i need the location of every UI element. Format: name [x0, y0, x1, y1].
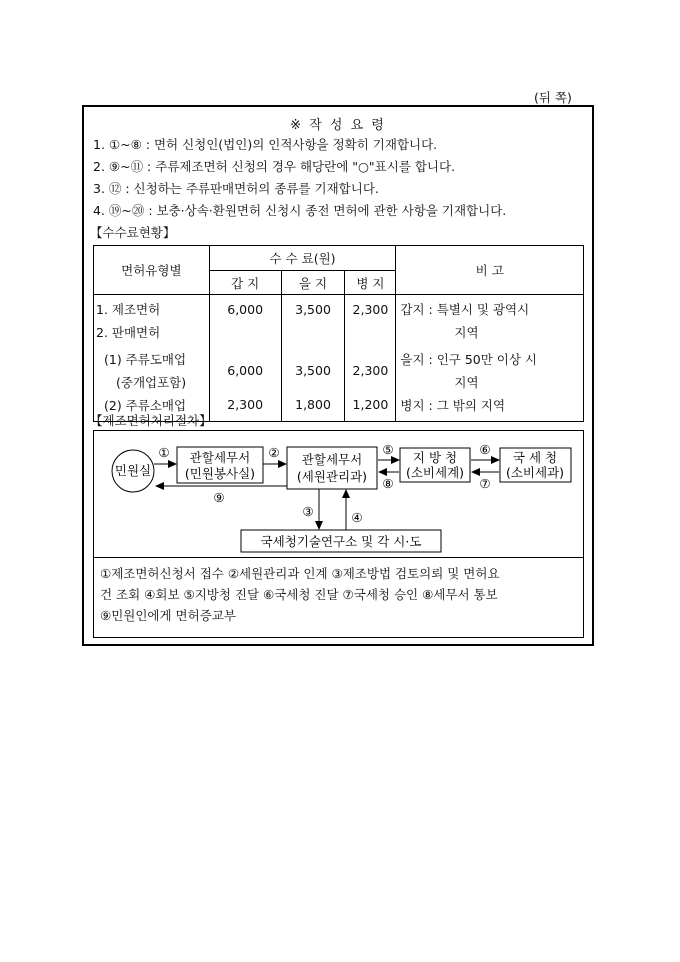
- instruction-3: 3. ⑫ : 신청하는 주류판매면허의 종류를 기재합니다.: [93, 181, 379, 196]
- license-type-cell: [94, 295, 210, 422]
- instructions-title: ※ 작 성 요 령: [290, 118, 386, 133]
- row-retail-label: (2) 주류소매업: [104, 398, 187, 413]
- row-sales-label: 2. 판매면허: [96, 325, 161, 340]
- fee-wholesale-byeong: 2,300: [352, 363, 389, 378]
- legend-line-2: 건 조회 ④회보 ⑤지방청 진달 ⑥국세청 진달 ⑦국세청 승인 ⑧세무서 통보: [100, 587, 498, 602]
- eul-fee-cell: [281, 295, 345, 422]
- note-gap-cont: 지역: [454, 325, 479, 340]
- step8-label: ⑧: [382, 476, 394, 491]
- office2-line1: 관할세무서: [301, 452, 363, 467]
- fee-manufacture-byeong: 2,300: [352, 302, 389, 317]
- fee-section-title: 【수수료현황】: [90, 225, 176, 240]
- fee-retail-eul: 1,800: [295, 397, 331, 412]
- row-wholesale-sublabel: (중개업포함): [116, 375, 187, 390]
- header-byeong: 병 지: [345, 271, 396, 295]
- office1-line2: (민원봉사실): [184, 466, 256, 481]
- byeong-fee-cell: [345, 295, 396, 422]
- step6-label: ⑥: [479, 442, 491, 457]
- fee-wholesale-gap: 6,000: [227, 363, 264, 378]
- process-legend: [93, 558, 584, 638]
- step9-label: ⑨: [213, 490, 225, 505]
- office2-line2: (세원관리과): [296, 469, 368, 484]
- step7-label: ⑦: [479, 476, 491, 491]
- page-label: (뒤 쪽): [534, 90, 572, 105]
- instruction-2: 2. ⑨~⑪ : 주류제조면허 신청의 경우 해당란에 "○"표시를 합니다.: [93, 159, 456, 174]
- step1-label: ①: [158, 445, 170, 460]
- fee-manufacture-gap: 6,000: [227, 302, 264, 317]
- row-manufacture-label: 1. 제조면허: [96, 302, 161, 317]
- fee-wholesale-eul: 3,500: [295, 363, 331, 378]
- note-cell: [396, 295, 584, 422]
- national-line2: (소비세과): [505, 465, 565, 480]
- regional-line2: (소비세계): [405, 465, 465, 480]
- header-fee: 수 수 료(원): [209, 246, 396, 271]
- process-section-title: 【제조면허처리절차】: [90, 413, 212, 428]
- legend-line-1: ①제조면허신청서 접수 ②세원관리과 인계 ③제조방법 검토의뢰 및 면허요: [100, 566, 500, 581]
- header-gap: 갑 지: [209, 271, 281, 295]
- header-note: 비 고: [396, 246, 584, 295]
- form-instructions-box: [82, 105, 594, 646]
- note-byeong: 병지 : 그 밖의 지역: [400, 398, 506, 413]
- header-license-type: 면허유형별: [94, 246, 210, 295]
- note-eul: 을지 : 인구 50만 이상 시: [400, 352, 537, 367]
- step4-label: ④: [351, 510, 363, 525]
- instruction-1: 1. ①~⑧ : 면허 신청인(법인)의 인적사항을 정확히 기재합니다.: [93, 137, 438, 152]
- note-eul-cont: 지역: [454, 375, 479, 390]
- fee-table: [93, 245, 584, 422]
- legend-line-3: ⑨민원인에게 면허증교부: [100, 608, 236, 623]
- instruction-4: 4. ⑲~⑳ : 보충·상속·환원면허 신청시 종전 면허에 관한 사항을 기재합니다.: [93, 203, 507, 218]
- national-line1: 국 세 청: [512, 450, 558, 465]
- office1-line1: 관할세무서: [189, 450, 251, 465]
- fee-retail-byeong: 1,200: [352, 397, 389, 412]
- regional-line1: 지 방 청: [412, 450, 458, 465]
- institute-label: 국세청기술연구소 및 각 시·도: [260, 534, 422, 549]
- step5-label: ⑤: [382, 442, 394, 457]
- row-wholesale-label: (1) 주류도매업: [104, 352, 187, 367]
- step2-label: ②: [268, 445, 280, 460]
- citizen-label: 민원실: [114, 463, 152, 478]
- fee-retail-gap: 2,300: [227, 397, 264, 412]
- fee-manufacture-eul: 3,500: [295, 302, 331, 317]
- note-gap: 갑지 : 특별시 및 광역시: [400, 302, 530, 317]
- step3-label: ③: [302, 504, 314, 519]
- process-flow-diagram: [93, 430, 584, 558]
- gap-fee-cell: [209, 295, 281, 422]
- header-eul: 을 지: [281, 271, 345, 295]
